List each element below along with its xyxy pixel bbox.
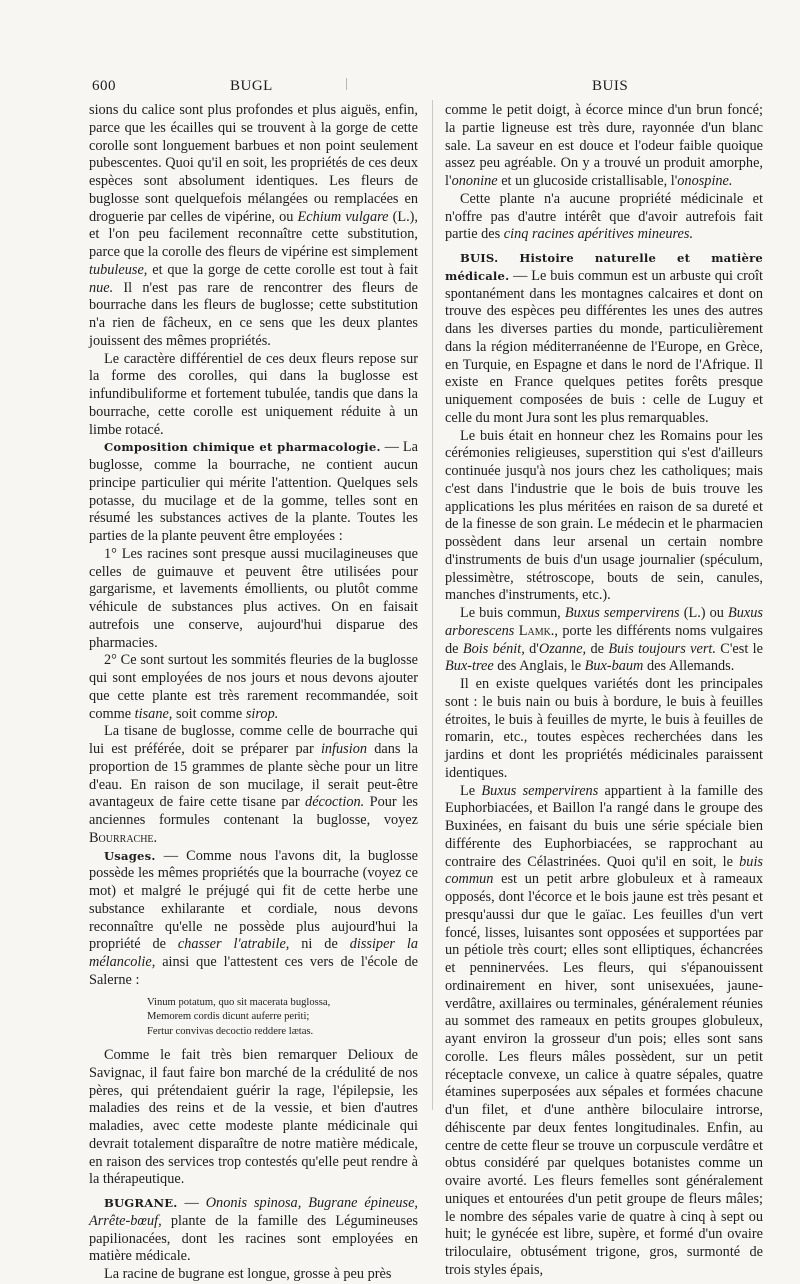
column-divider	[432, 100, 433, 1110]
page-number: 600	[92, 78, 116, 94]
paragraph: Usages. — Comme nous l'avons dit, la buglosse possède les mêmes propriétés que la bourrache (voyez ce mot) et malgré le préjugé qui fit de cette herbe une substance exhilarante et cordiale, nous devons reconnaître qu'elle ne possède plus aujourd'hui la propriété de chasser l'atrabile, ni de dissiper la mélancolie, ainsi que l'attestent ces vers de l'école de Salerne :	[89, 847, 419, 988]
paragraph: sions du calice sont plus profondes et plus aiguës, enfin, parce que les écailles qui se trouvent à la gorge de cette corolle sont longuement barbues et non point seulement pubescentes. Quoi qu'il en soit, les propriétés de ces deux espèces sont absolument identiques. Les fleurs de buglosse sont quelquefois mélangées ou remplacées en droguerie par celles de vipérine, ou Echium vulgare (L.), et l'on peu facilement reconnaître cette substitution, parce que la corolle des fleurs de vipérine est simplement tubuleuse, et que la gorge de cette corolle est tout à fait nue. Il n'est pas rare de rencontrer des fleurs de bourrache dans les fleurs de buglosse; cette substitution n'a rien de fâcheux, en ce sens que les deux plantes jouissent des mêmes propriétés.	[89, 102, 418, 349]
paragraph: 2° Ce sont surtout les sommités fleuries de la buglosse qui sont employées de nos jours et nous devons ajouter que cette plante est très rarement recommandée, soit comme tisane, soit comme sirop.	[89, 652, 418, 722]
quote-line: Memorem cordis dicunt auferre periti;	[147, 1011, 310, 1022]
paragraph: Comme le fait très bien remarquer Delioux de Savignac, il faut faire bon marché de la crédulité de nos pères, qui prétendaient guérir la rage, l'épilepsie, les maladies des reins et de la vessie, et bien d'autres maladies, avec cette modeste plante médicinale qui devrait totalement disparaître de notre matière médicale, en raison des services trop contestés qu'elle peut rendre à la thérapeutique.	[89, 1047, 418, 1188]
left-column	[89, 102, 418, 1284]
ink-mark	[346, 78, 347, 90]
paragraph: Le caractère différentiel de ces deux fleurs repose sur la forme des corolles, qui dans la buglosse est infundibuliforme et fortement tubulée, tandis que dans la bourrache, cette corolle est uniquement réduite à un limbe rotacé.	[89, 350, 418, 438]
quote-line: Fertur convivas decoctio reddere lætas.	[147, 1025, 314, 1037]
paragraph: Le Buxus sempervirens appartient à la famille des Euphorbiacées, et Baillon l'a rangé dans le groupe des Buxinées, en faisant du buis une série spéciale bien différente des Euphorbiacées, se rapprochant au contraire des Célastrinées. Quoi qu'il en soit, le buis commun est un petit arbre globuleux et à rameaux opposés, dont l'écorce et le bois jaune est très pesant et presqu'aussi dur que le gaïac. Les feuilles d'un vert foncé, lisses, luisantes sont opposées et supportées par un pétiole très court; elles sont elliptiques, échancrées et penninervées. Les fleurs, qui s'épanouissent ordinairement en hiver, sont unisexuées, jaune-verdâtre, axillaires ou terminales, généralement réunies au sommet des rameaux en petits groupes globuleux, ayant environ la grosseur d'un pois; elles sont sans corolle. Les fleurs mâles possèdent, sur un petit réceptacle convexe, un calice à quatre sépales, quatre étamines superposées aux sépales et formées chacune d'un filet, et d'une anthère biloculaire introrse, déhiscente par deux fentes longitudinales. Enfin, au centre de cette fleur se trouve un corpuscule verdâtre et obtus considéré par quelques botanistes comme un ovaire avorté. Les fleurs femelles sont généralement uniques et entourées d'un petit groupe de fleurs mâles; le nombre des sépales varie de quatre à cinq à sept ou huit; le gynécée est libre, supère, et formé d'un ovaire triloculaire, obtusément trigone, gros, surmonté de trois styles épais,	[445, 782, 764, 1278]
paragraph: Cette plante n'a aucune propriété médicinale et n'offre pas d'autre intérêt que d'avoir autrefois fait partie des cinq racines apéritives mineures.	[445, 190, 763, 243]
paragraph: La racine de bugrane est longue, grosse à peu près	[104, 1266, 392, 1282]
entry-paragraph: BUGRANE. — Ononis spinosa, Bugrane épineuse, Arrête-bœuf, plante de la famille des Légumineuses papilionacées, dont les racines sont employées en matière médicale.	[89, 1195, 419, 1265]
paragraph: Composition chimique et pharmacologie. — La buglosse, comme la bourrache, ne contient aucun principe particulier qui mérite l'attention. Quelques sels potasse, du mucilage et de la gomme, telles sont en résumé les substances actives de la plante. Toutes les parties de la plante peuvent être employées :	[89, 439, 418, 544]
paragraph: Le buis commun, Buxus sempervirens (L.) ou Buxus arborescens Lamk., porte les différents noms vulgaires de Bois bénit, d'Ozanne, de Buis toujours vert. C'est le Bux-tree des Anglais, le Bux-baum des Allemands.	[445, 605, 763, 675]
section-heading: Usages.	[104, 848, 156, 863]
latin-quotation	[147, 996, 418, 1040]
paragraph: 1° Les racines sont presque aussi mucilagineuses que celles de guimauve et peuvent être utilisées pour gargarisme, et lavements émollients, ou plutôt comme véhicule de substances plus actives. On en faisait autrefois une conserve, aujourd'hui disparue des pharmacies.	[89, 545, 418, 651]
running-head-left: BUGL	[230, 78, 273, 94]
paragraph: Le buis était en honneur chez les Romains pour les cérémonies religieuses, superstition qui s'est d'ailleurs continuée jusqu'à nos jours chez les catholiques; mais c'est dans l'industrie que le bois de buis trouve les applications les plus méritées en raison de sa dureté et de la finesse de son grain. Le médecin et le pharmacien possèdent dans leur arsenal un certain nombre d'instruments de buis d'un usage journalier (spéculum, plessimètre, stétroscope, bouts de sein, canules, manches d'instruments, etc.).	[445, 427, 763, 604]
entry-paragraph: BUIS. Histoire naturelle et matière médicale. — Le buis commun est un arbuste qui croît spontanément dans les montagnes calcaires et dont on trouve des espèces peu différentes les unes des autres dans les diverses parties du monde, particulièrement dans la région méditerranéenne de l'Europe, en Grèce, en Turquie, en Espagne et dans le nord de l'Afrique. Il existe en France quelques petites forêts presque uniquement composées de buis : celle de Luguy et celle du mont Jura sont les plus remarquables.	[445, 251, 763, 426]
section-heading: Composition chimique et pharmacologie.	[104, 440, 381, 455]
entry-heading: BUGRANE.	[104, 1196, 178, 1210]
quote-line: Vinum potatum, quo sit macerata buglossa,	[147, 996, 331, 1008]
running-head-right: BUIS	[592, 78, 629, 94]
paragraph: Il en existe quelques variétés dont les principales sont : le buis nain ou buis à bordure, le buis à feuilles étroites, le buis à feuilles de myrte, le buis à feuilles de romarin, etc., toutes espèces recherchées dans les jardins et dont les propriétés médicinales paraissent identiques.	[445, 676, 763, 781]
paragraph: La tisane de buglosse, comme celle de bourrache qui lui est préférée, doit se préparer par infusion dans la proportion de 15 grammes de plante sèche pour un litre d'eau. En raison de son mucilage, il serait peut-être avantageux de faire cette tisane par décoction. Pour les anciennes formules contenant la buglosse, voyez Bourrache.	[89, 723, 418, 846]
entry-heading: BUIS. Histoire naturelle et matière médicale.	[445, 251, 763, 283]
paragraph: comme le petit doigt, à écorce mince d'un brun foncé; la partie ligneuse est très dure, rayonnée d'un blanc sale. La saveur en est douce et l'odeur faible quoique assez peu agréable. On y a trouvé un produit amorphe, l'ononine et un glucoside cristallisable, l'onospine.	[445, 102, 763, 189]
right-column	[445, 102, 763, 1280]
